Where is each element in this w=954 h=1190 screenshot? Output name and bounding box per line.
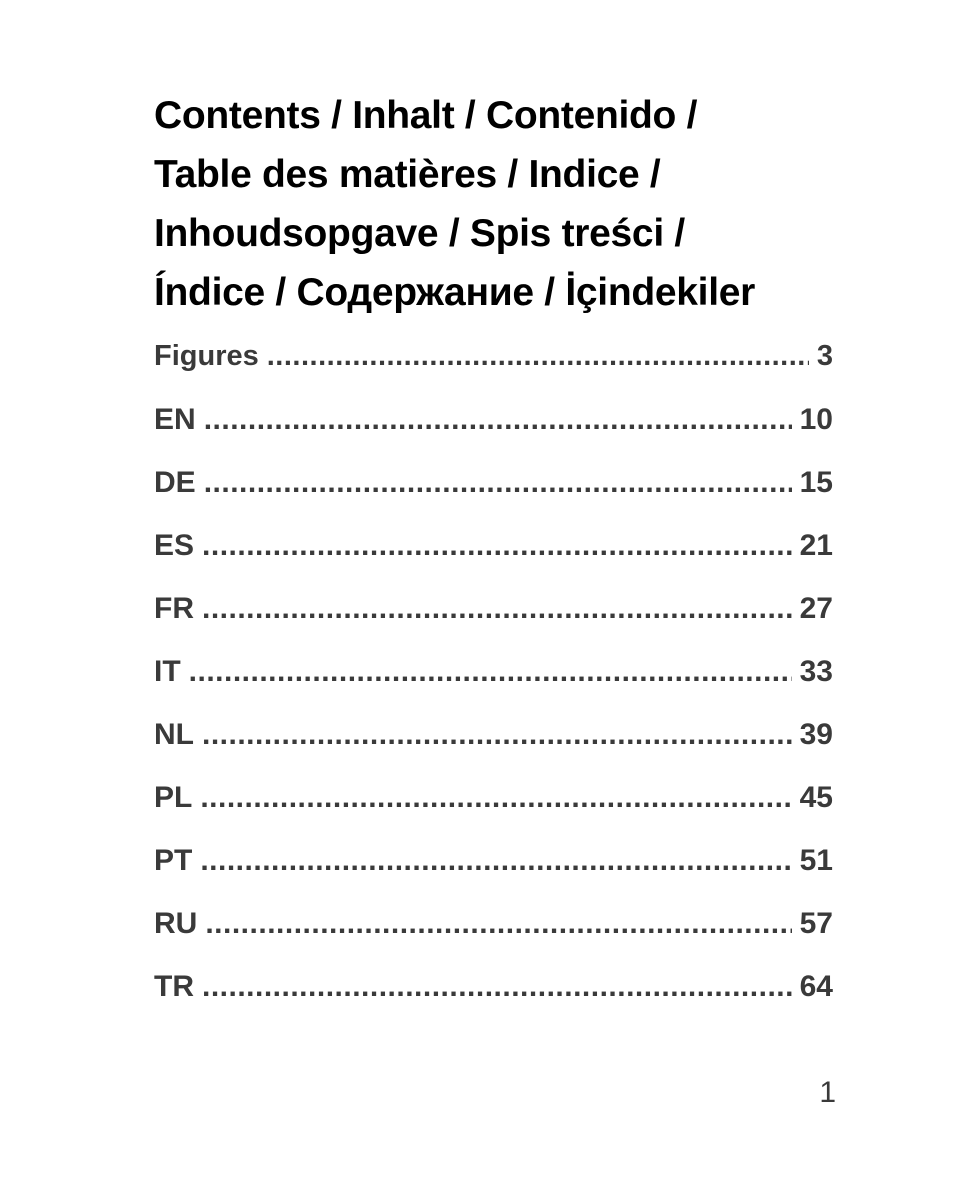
toc-dot-leader: [204, 466, 792, 500]
toc-entry-label: ES: [154, 529, 195, 562]
toc-dot-leader: [189, 655, 792, 689]
heading-line-1: Contents / Inhalt / Contenido /: [154, 94, 698, 137]
toc-entry-label: Figures: [154, 340, 259, 372]
toc-dot-leader: [267, 340, 809, 373]
toc-entry-page: 27: [799, 592, 833, 625]
toc-entry-page: 15: [799, 466, 833, 499]
toc-entry-es[interactable]: [154, 529, 833, 592]
toc-entry-page: 33: [799, 655, 833, 688]
toc-dot-leader: [202, 718, 792, 752]
toc-entry-label: DE: [154, 466, 196, 499]
toc-entry-tr[interactable]: [154, 970, 833, 1033]
toc-entry-page: 45: [799, 781, 833, 814]
page-number: 1: [819, 1076, 836, 1109]
toc-entry-label: NL: [154, 718, 194, 751]
toc-entry-label: IT: [154, 655, 181, 688]
toc-entry-nl[interactable]: [154, 718, 833, 781]
toc-entry-label: EN: [154, 403, 196, 436]
toc-entry-page: 64: [799, 970, 833, 1003]
toc-dot-leader: [202, 970, 792, 1004]
toc-entry-en[interactable]: [154, 403, 833, 466]
toc-entry-label: PT: [154, 844, 193, 877]
toc-dot-leader: [200, 781, 791, 815]
toc-entry-pt[interactable]: [154, 844, 833, 907]
heading-line-4: Índice / Содержание / İçindekiler: [154, 271, 755, 314]
toc-dot-leader: [205, 907, 791, 941]
toc-entry-it[interactable]: [154, 655, 833, 718]
toc-entry-page: 3: [816, 340, 833, 372]
toc-entry-figures[interactable]: [154, 340, 833, 403]
toc-entry-page: 39: [799, 718, 833, 751]
toc-entry-page: 10: [799, 403, 833, 436]
toc-dot-leader: [202, 592, 792, 626]
contents-heading: [154, 86, 854, 322]
toc-entry-fr[interactable]: [154, 592, 833, 655]
heading-line-2: Table des matières / Indice /: [154, 153, 661, 196]
toc-entry-label: RU: [154, 907, 198, 940]
toc-entry-pl[interactable]: [154, 781, 833, 844]
toc-dot-leader: [200, 844, 791, 878]
heading-line-3: Inhoudsopgave / Spis treści /: [154, 212, 685, 255]
table-of-contents: [154, 340, 833, 1033]
toc-entry-page: 51: [799, 844, 833, 877]
toc-dot-leader: [202, 529, 792, 563]
toc-entry-page: 21: [799, 529, 833, 562]
toc-entry-label: PL: [154, 781, 193, 814]
toc-dot-leader: [204, 403, 792, 437]
toc-entry-de[interactable]: [154, 466, 833, 529]
toc-entry-page: 57: [799, 907, 833, 940]
toc-entry-ru[interactable]: [154, 907, 833, 970]
toc-entry-label: FR: [154, 592, 194, 625]
toc-entry-label: TR: [154, 970, 194, 1003]
